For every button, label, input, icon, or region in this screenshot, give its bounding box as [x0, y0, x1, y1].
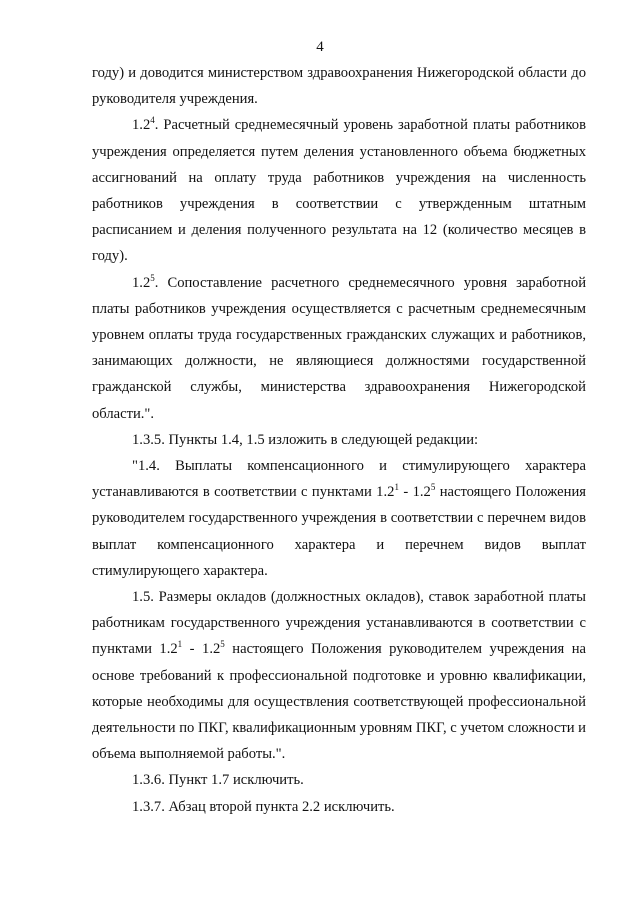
text-run: . Расчетный среднемесячный уровень заработной платы работников учреждения определяется путем деления установленного объема бюджетных ассигнований на оплату труда работников учреждения на численность работников учреждения в соответствии с утвержденным штатным расписанием и деления полученного результата на 12 (количество месяцев в году).: [92, 117, 586, 265]
text-run: 1.2: [132, 117, 151, 134]
text-run: . Сопоставление расчетного среднемесячного уровня заработной платы работников учреждения осуществляется с расчетным среднемесячным уровнем оплаты труда государственных гражданских служащих и работников, занимающих должности, не являющиеся должностями государственной гражданской службы, министерства здравоохранения Нижегородской области.".: [92, 274, 586, 422]
text-run: настоящего Положения руководителем государственного учреждения в соответствии с перечнем видов выплат компенсационного характера и перечнем видов выплат стимулирующего характера.: [92, 484, 586, 579]
page-number: 4: [316, 39, 324, 55]
text-run: 1.3.5. Пункты 1.4, 1.5 изложить в следующей редакции:: [132, 431, 479, 448]
paragraph-p4: [92, 453, 586, 584]
paragraph-p6: [92, 767, 586, 793]
paragraph-p3: [92, 427, 586, 453]
paragraph-p0: [92, 60, 586, 112]
paragraph-p5: [92, 584, 586, 767]
text-run: настоящего Положения руководителем учреждения на основе требований к профессиональной подготовке и уровню квалификации, которые необходимы для осуществления соответствующей профессиональной деятельности по ПКГ, квалификационным уровням ПКГ, с учетом сложности и объема выполняемой работы.".: [92, 641, 587, 763]
text-run: - 1.2: [398, 484, 431, 501]
superscript: 5: [150, 272, 155, 283]
text-run: 1.2: [132, 274, 151, 291]
superscript: 5: [430, 482, 436, 493]
text-run: - 1.2: [182, 641, 221, 658]
superscript: 1: [394, 482, 399, 493]
superscript: 5: [220, 639, 225, 650]
text-run: 1.5. Размеры окладов (должностных окладов), ставок заработной платы работникам государственного учреждения устанавливаются в соответствии с пунктами 1.2: [92, 589, 586, 658]
paragraph-p7: [92, 794, 586, 820]
paragraph-p1: [92, 112, 586, 269]
document-body: [92, 60, 586, 820]
paragraph-p2: [92, 270, 586, 427]
text-run: "1.4. Выплаты компенсационного и стимулирующего характера устанавливаются в соответствии с пунктами 1.2: [92, 458, 586, 501]
text-run: 1.3.6. Пункт 1.7 исключить.: [132, 772, 304, 789]
text-run: 1.3.7. Абзац второй пункта 2.2 исключить.: [132, 798, 395, 815]
superscript: 4: [150, 115, 155, 126]
text-run: году) и доводится министерством здравоохранения Нижегородской области до руководителя учреждения.: [92, 65, 586, 108]
superscript: 1: [177, 639, 183, 650]
